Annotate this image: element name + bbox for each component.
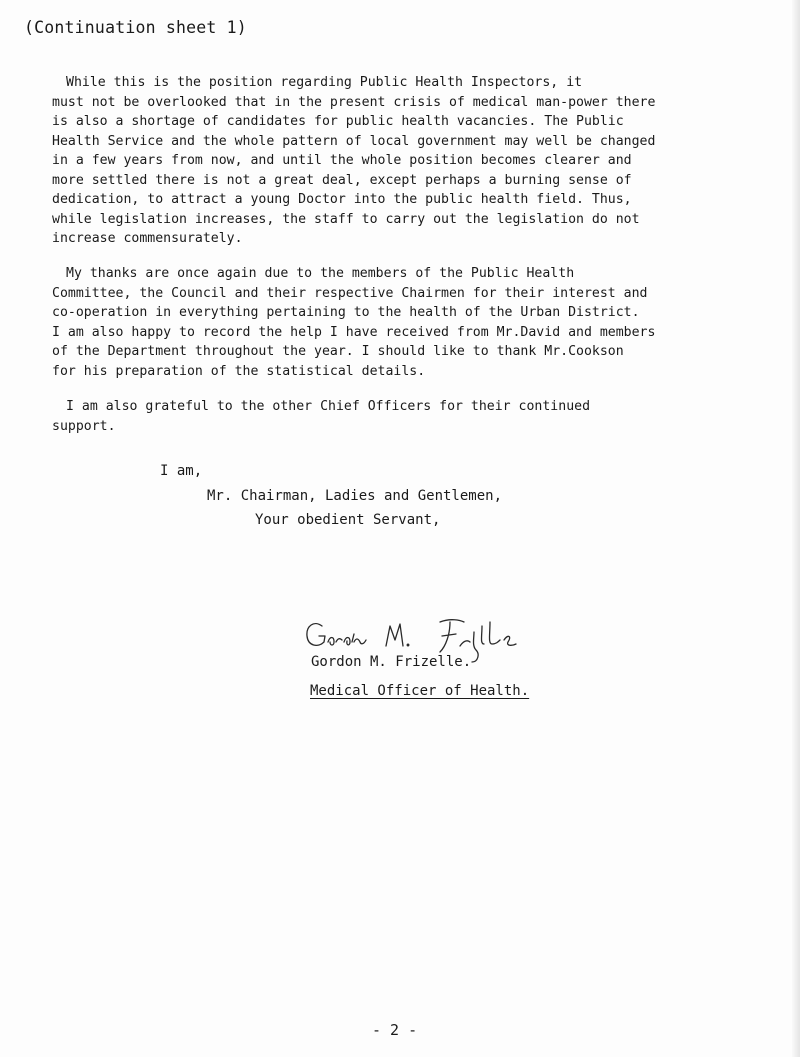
text-line: while legislation increases, the staff to carry out the legislation do not bbox=[52, 211, 640, 227]
text-line: Committee, the Council and their respective Chairmen for their interest and bbox=[52, 285, 648, 301]
paragraph-thanks bbox=[52, 264, 782, 381]
text-line: co-operation in everything pertaining to the health of the Urban District. bbox=[52, 305, 640, 320]
page-edge-shadow bbox=[792, 0, 800, 1057]
text-line: must not be overlooked that in the present crisis of medical man-power there bbox=[52, 94, 656, 110]
page-number: - 2 - bbox=[372, 1021, 418, 1039]
text-line: I am also grateful to the other Chief Officers for their continued bbox=[66, 399, 591, 414]
text-line: Health Service and the whole pattern of local government may well be changed bbox=[52, 133, 656, 149]
text-line: of the Department throughout the year. I should like to thank Mr.Cookson bbox=[52, 344, 624, 359]
closing-servant: Your obedient Servant, bbox=[255, 512, 441, 528]
text-line: While this is the position regarding Public Health Inspectors, it bbox=[66, 75, 583, 90]
closing-i-am: I am, bbox=[160, 463, 203, 479]
paragraph-grateful bbox=[52, 397, 782, 436]
text-line: in a few years from now, and until the whole position becomes clearer and bbox=[52, 153, 632, 168]
text-line: support. bbox=[52, 418, 116, 434]
text-line: My thanks are once again due to the members of the Public Health bbox=[66, 266, 575, 281]
text-line: for his preparation of the statistical details. bbox=[52, 363, 426, 379]
text-line: dedication, to attract a young Doctor into the public health field. Thus, bbox=[52, 192, 632, 207]
signatory-title: Medical Officer of Health. bbox=[310, 683, 530, 699]
closing-salutation: Mr. Chairman, Ladies and Gentlemen, bbox=[207, 488, 503, 504]
continuation-heading: (Continuation sheet 1) bbox=[24, 18, 247, 37]
paragraph-inspectors bbox=[52, 73, 782, 249]
text-line: I am also happy to record the help I have received from Mr.David and members bbox=[52, 324, 656, 340]
text-line: increase commensurately. bbox=[52, 231, 243, 246]
text-line: more settled there is not a great deal, except perhaps a burning sense of bbox=[52, 172, 632, 188]
signatory-name: Gordon M. Frizelle. bbox=[311, 654, 472, 670]
text-line: is also a shortage of candidates for public health vacancies. The Public bbox=[52, 114, 624, 129]
